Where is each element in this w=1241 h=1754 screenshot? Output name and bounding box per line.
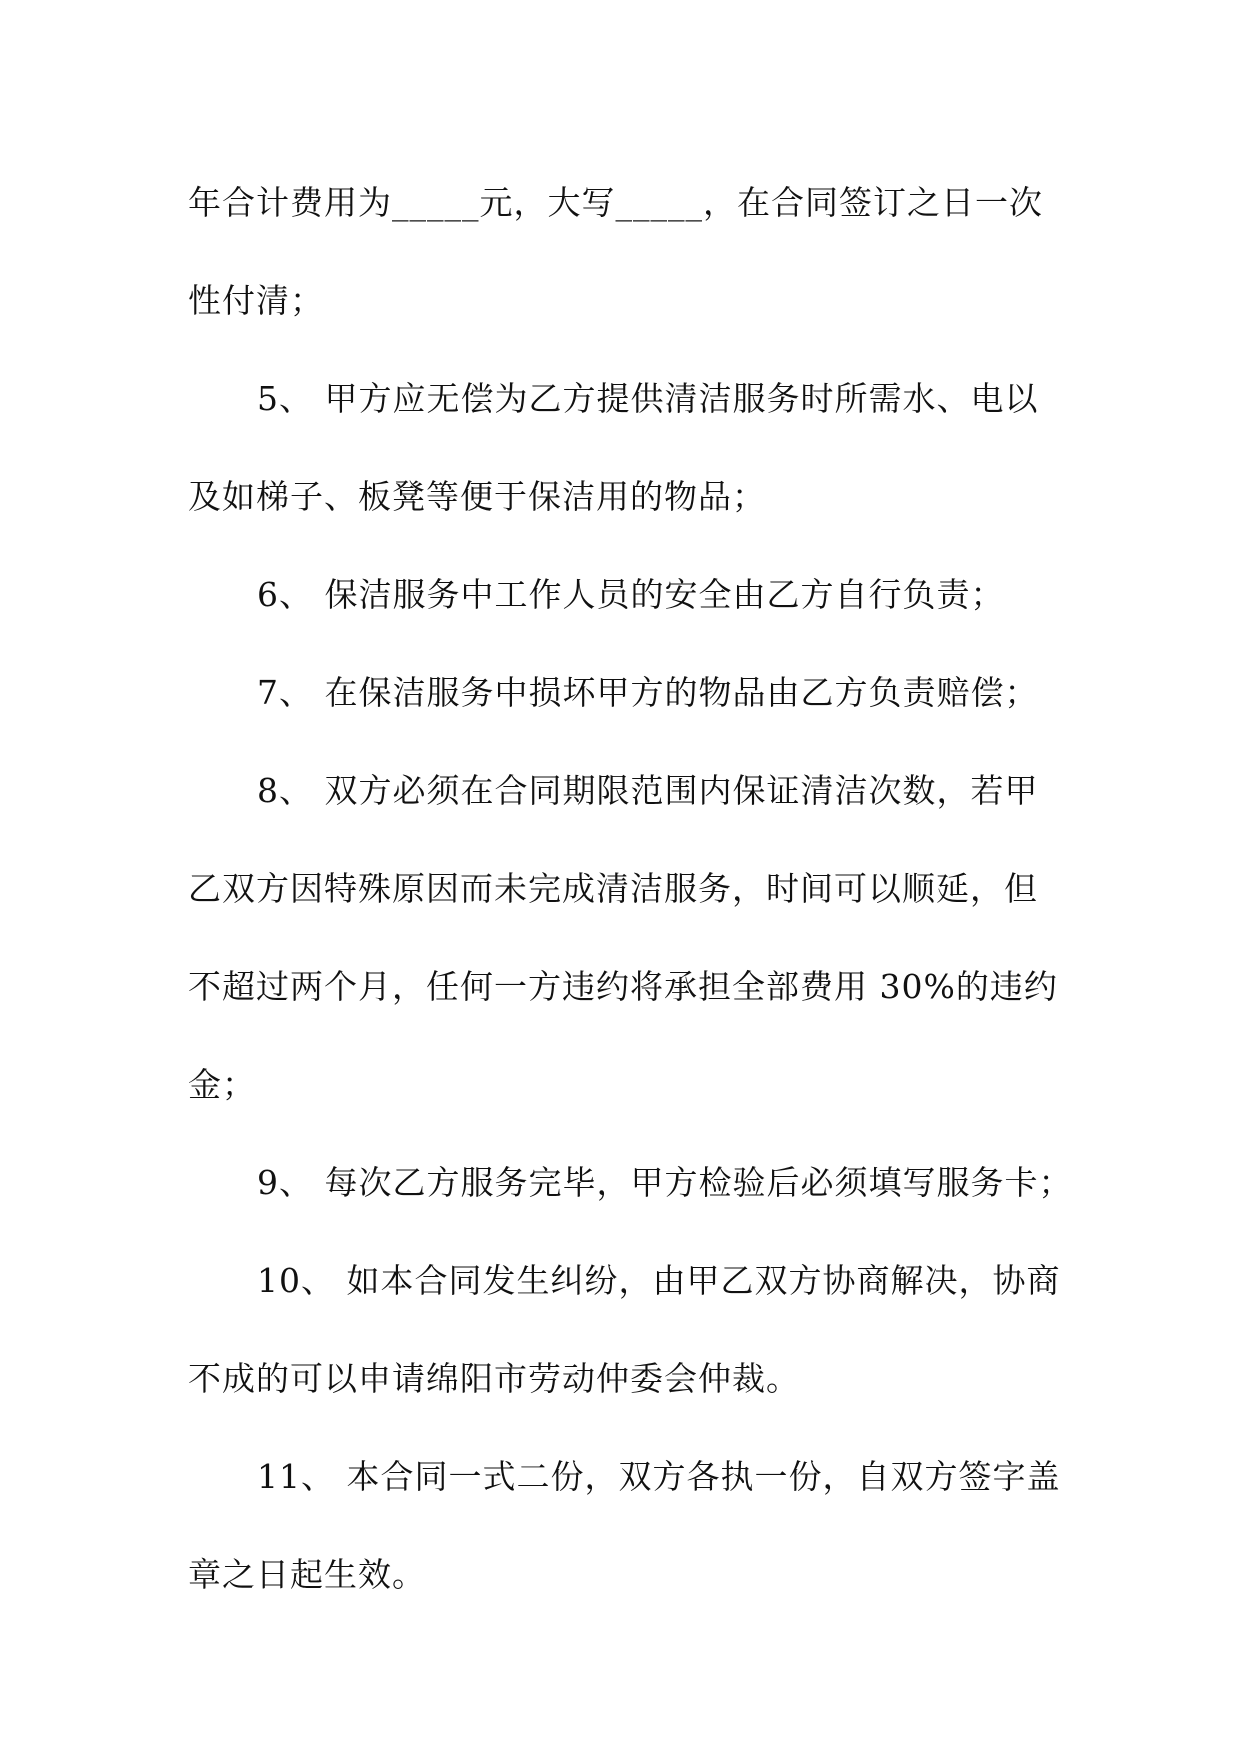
clause-10: 10、 如本合同发生纠纷，由甲乙双方协商解决，协商 — [257, 1261, 1061, 1300]
text-line: 性付清； — [188, 281, 324, 320]
text-line: 乙双方因特殊原因而未完成清洁服务，时间可以顺延，但 — [188, 869, 1038, 908]
clause-7: 7、 在保洁服务中损坏甲方的物品由乙方负责赔偿； — [257, 673, 1039, 712]
text-line: 金； — [188, 1065, 256, 1104]
text-line: 不超过两个月，任何一方违约将承担全部费用 30%的违约 — [188, 967, 1058, 1006]
text-line: 年合计费用为_____元，大写_____，在合同签订之日一次 — [188, 183, 1043, 222]
clause-11: 11、 本合同一式二份，双方各执一份，自双方签字盖 — [257, 1457, 1061, 1496]
clause-8: 8、 双方必须在合同期限范围内保证清洁次数，若甲 — [257, 771, 1039, 810]
text-line: 章之日起生效。 — [188, 1555, 426, 1594]
clause-6: 6、 保洁服务中工作人员的安全由乙方自行负责； — [257, 575, 1005, 614]
clause-9: 9、 每次乙方服务完毕，甲方检验后必须填写服务卡； — [257, 1163, 1073, 1202]
text-line: 及如梯子、板凳等便于保洁用的物品； — [188, 477, 766, 516]
clause-5: 5、 甲方应无偿为乙方提供清洁服务时所需水、电以 — [257, 379, 1039, 418]
text-line: 不成的可以申请绵阳市劳动仲委会仲裁。 — [188, 1359, 800, 1398]
